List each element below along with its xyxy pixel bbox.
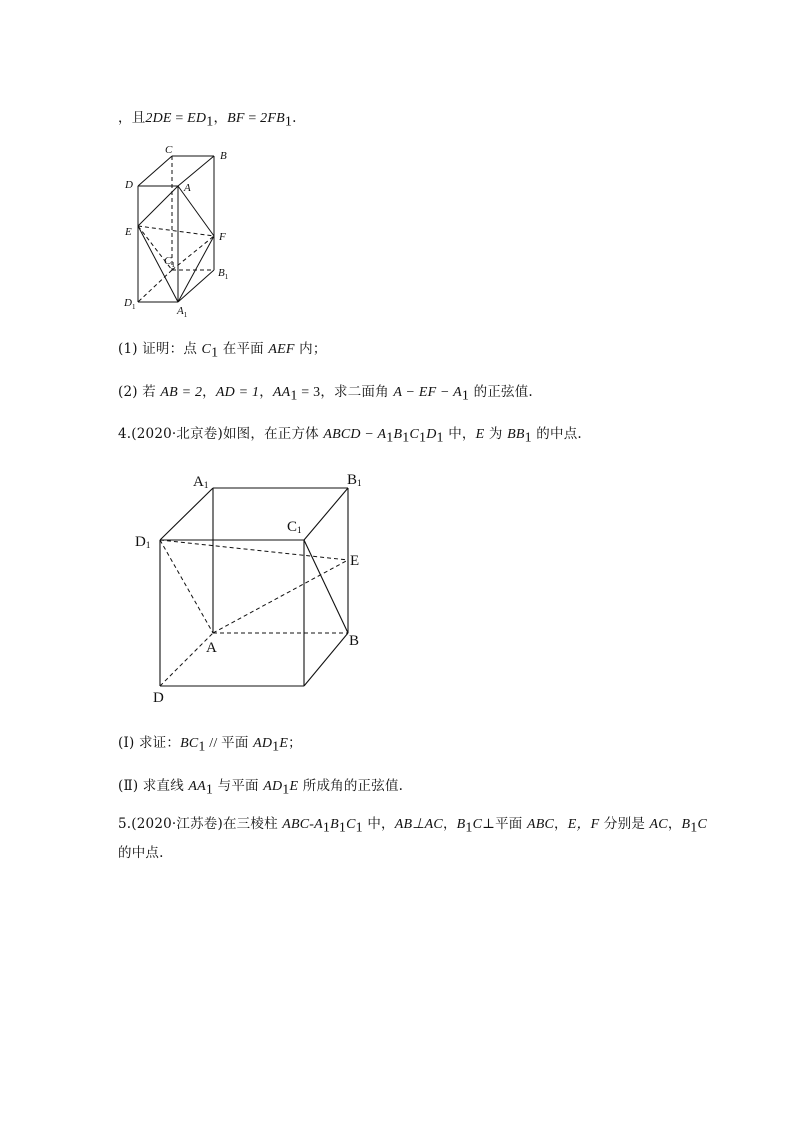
label-A: A	[184, 182, 191, 194]
label-D1: D1	[135, 534, 151, 550]
cube-name-d: D	[426, 427, 437, 442]
edge-C-D	[138, 156, 172, 186]
label-D: D	[153, 690, 164, 706]
q3-part1-var-sub: 1	[211, 345, 219, 361]
problem-4-text1: 如图，在正方体	[222, 426, 324, 442]
prism-name-c: C	[346, 817, 356, 832]
q4-part2-ad-sub: 1	[282, 782, 290, 798]
prism-sub-1: 1	[322, 820, 331, 836]
eq1-op: =	[171, 111, 188, 126]
q4-part1-e: E	[279, 736, 289, 751]
eq2-left: BF	[227, 111, 245, 126]
prism-sub-2: 1	[338, 820, 347, 836]
label-D: D	[125, 179, 133, 191]
problem-5-abc: ABC	[526, 817, 555, 832]
problem-5-b1c-b: B	[456, 817, 466, 832]
q4-part2-text1: (Ⅱ) 求直线	[118, 778, 189, 794]
eq1-right-sub: 1	[206, 114, 214, 130]
hidden-edge-E-F	[138, 226, 214, 236]
label-C1: C1	[287, 519, 302, 535]
q4-part2-text2: 与平面	[213, 778, 264, 794]
problem-5-ac: AC	[649, 817, 668, 832]
q3-part2-text3: 的正弦值.	[469, 384, 533, 400]
intro-end: .	[292, 110, 297, 126]
problem-4-text3: 为	[484, 426, 508, 442]
edge-A1-B1	[178, 270, 214, 302]
q3-part1-var: C	[201, 342, 212, 357]
hidden-segment-A-E	[213, 560, 348, 633]
problem-5-comma2: ，	[554, 816, 568, 832]
label-E: E	[125, 226, 132, 238]
q4-part2-aa-sub: 1	[205, 782, 214, 798]
label-D1: $D_1$	[124, 297, 136, 311]
q4-part1-parallel: //	[205, 736, 222, 751]
problem-4-bb-sub: 1	[524, 430, 532, 446]
q3-part2-text1: (2) 若	[118, 384, 161, 400]
label-B: B	[349, 633, 360, 649]
label-B1: $B_1$	[218, 267, 229, 281]
label-C: C	[165, 144, 173, 156]
edge-D1-A1	[160, 488, 213, 540]
q3-part2-angle: A − EF − A	[393, 385, 462, 400]
q3-part2-comma1: ，	[202, 384, 216, 400]
problem-4-e: E	[475, 427, 485, 442]
intro-sep: ，	[213, 110, 228, 126]
edge-C1-B1	[304, 488, 348, 540]
eq1-right: ED	[187, 111, 207, 126]
label-E: E	[350, 553, 360, 569]
problem-5-perp1: AB⊥AC	[394, 817, 443, 832]
eq2-op: =	[244, 111, 261, 126]
cube-name-c: C	[409, 427, 419, 442]
edge-C-B	[304, 633, 348, 686]
q4-part1-ad: AD	[253, 736, 273, 751]
label-B: B	[220, 150, 227, 162]
q3-part2-ad: AD = 1	[215, 385, 260, 400]
q3-part2-comma2: ，	[259, 384, 273, 400]
q3-part2-aa: AA	[272, 385, 291, 400]
problem-5-b1c-sub: 1	[465, 820, 473, 836]
eq1-left: 2DE	[145, 111, 172, 126]
problem-4-stem	[118, 422, 582, 447]
problem-5-comma1: ，	[442, 816, 457, 832]
label-F: F	[219, 231, 226, 243]
cube-sub-4: 1	[436, 430, 444, 446]
label-C1: $C_1$	[164, 255, 175, 269]
problem-5-b1c-c: C	[472, 817, 483, 832]
problem-5-stem	[118, 812, 707, 837]
q4-part1-text3: ；	[288, 735, 302, 751]
problem-4-text4: 的中点.	[531, 426, 582, 442]
label-A1: A1	[193, 474, 209, 490]
q4-part1	[118, 731, 302, 756]
problem-4-text2: 中，	[443, 426, 476, 442]
q3-part2	[118, 380, 533, 405]
problem-5-bc1-c: C	[697, 817, 708, 832]
hidden-segment-D1-A	[160, 540, 213, 633]
prism-sub-3: 1	[355, 820, 363, 836]
problem-5-bc1-b: B	[681, 817, 691, 832]
problem-5-line2: 的中点.	[118, 845, 164, 861]
cube-sub-3: 1	[419, 430, 427, 446]
problem-5-ef: E，F	[567, 817, 600, 832]
cube-name-part1: ABCD − A	[323, 427, 387, 442]
q4-part2-ad: AD	[263, 779, 283, 794]
label-B1: B1	[347, 472, 362, 488]
problem-4-number: 4.	[118, 426, 132, 442]
q4-part2	[118, 774, 403, 799]
problem-5-number: 5.	[118, 816, 132, 832]
q4-part1-text1: (Ⅰ) 求证：	[118, 735, 181, 751]
q3-part2-angle-sub: 1	[461, 388, 470, 404]
label-A: A	[206, 640, 217, 656]
q3-part2-ab: AB = 2	[160, 385, 203, 400]
intro-lead: ，且	[118, 110, 146, 126]
figure-1-prism	[100, 140, 260, 325]
hidden-segment-D1-E	[160, 540, 348, 560]
q3-part2-aa-sub: 1	[290, 388, 298, 404]
problem-4-bb: BB	[507, 427, 525, 442]
q4-part1-bc-sub: 1	[198, 739, 206, 755]
problem-5-text2: 中，	[362, 816, 395, 832]
q3-part2-aa-val: = 3	[297, 385, 321, 400]
q3-part1-text1: (1) 证明：点	[118, 341, 202, 357]
problem-5-text3: 分别是	[599, 816, 650, 832]
q3-part1	[118, 337, 327, 362]
q4-part2-aa: AA	[188, 779, 206, 794]
edge-A1-F	[178, 236, 214, 302]
problem-5-bc1-sub: 1	[690, 820, 698, 836]
intro-condition	[118, 106, 297, 131]
problem-4-source: (2020·北京卷)	[131, 426, 223, 442]
problem-5-stem-line2	[118, 841, 164, 861]
prism-name-part1: ABC-A	[282, 817, 323, 832]
q3-part1-text2: 在平面	[218, 341, 269, 357]
cube-sub-2: 1	[402, 430, 410, 446]
q3-part1-plane: AEF	[268, 342, 295, 357]
problem-5-comma3: ，	[667, 816, 682, 832]
label-A1: $A_1$	[177, 305, 188, 319]
q4-part1-bc: BC	[180, 736, 199, 751]
q4-part1-ad-sub: 1	[272, 739, 280, 755]
problem-5-source: (2020·江苏卷)	[131, 816, 223, 832]
q3-part2-text2: ，求二面角	[320, 384, 394, 400]
q3-part1-text3: 内；	[294, 341, 327, 357]
prism-name-b: B	[330, 817, 339, 832]
q4-part1-text2: 平面	[221, 735, 254, 751]
eq2-right: 2FB	[260, 111, 285, 126]
eq2-right-sub: 1	[284, 114, 293, 130]
figure-2-cube	[125, 465, 385, 710]
q4-part2-e: E	[289, 779, 299, 794]
problem-5-text1: 在三棱柱	[222, 816, 283, 832]
segment-C1-B	[304, 540, 348, 633]
hidden-edge-C1-D1	[138, 270, 172, 302]
cube-sub-1: 1	[386, 430, 394, 446]
cube-name-b: B	[393, 427, 403, 442]
q4-part2-text3: 所成角的正弦值.	[298, 778, 404, 794]
problem-5-perp2: ⊥平面	[482, 816, 527, 832]
